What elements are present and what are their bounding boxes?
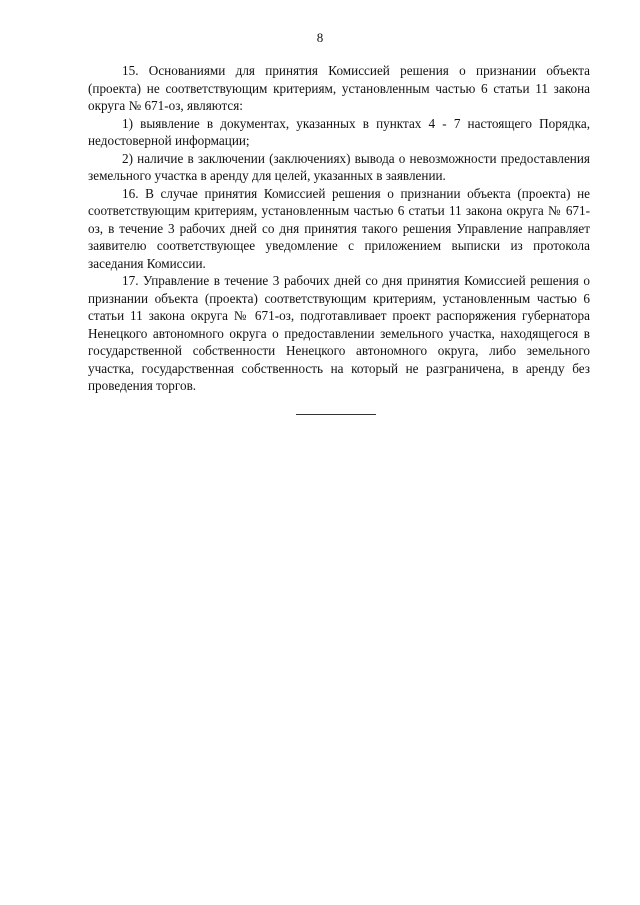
end-divider (296, 414, 376, 415)
paragraph-15-item-1: 1) выявление в документах, указанных в пунктах 4 - 7 настоящего Порядка, недостоверной информации; (88, 115, 590, 148)
document-body (88, 62, 590, 395)
paragraph-15-item-2: 2) наличие в заключении (заключениях) вывода о невозможности предоставления земельного участка в аренду для целей, указанных в заявлении. (88, 150, 590, 183)
paragraph-16: 16. В случае принятия Комиссией решения о признании объекта (проекта) не соответствующим критериям, установленным частью 6 статьи 11 закона округа № 671-оз, в течение 3 рабочих дней со дня принятия такого решения Управление направляет заявителю соответствующее уведомление с приложением выписки из протокола заседания Комиссии. (88, 185, 590, 271)
paragraph-17: 17. Управление в течение 3 рабочих дней со дня принятия Комиссией решения о признании объекта (проекта) соответствующим критериям, установленным частью 6 статьи 11 закона округа № 671-оз, подготавливает проект распоряжения губернатора Ненецкого автономного округа о предоставлении земельного участка, находящегося в государственной собственности Ненецкого автономного округа, либо земельного участка, государственная собственность на который не разграничена, в аренду без проведения торгов. (88, 273, 590, 393)
page-number: 8 (316, 30, 324, 45)
paragraph-15: 15. Основаниями для принятия Комиссией решения о признании объекта (проекта) не соответствующим критериям, установленным частью 6 статьи 11 закона округа № 671-оз, являются: (88, 63, 590, 113)
